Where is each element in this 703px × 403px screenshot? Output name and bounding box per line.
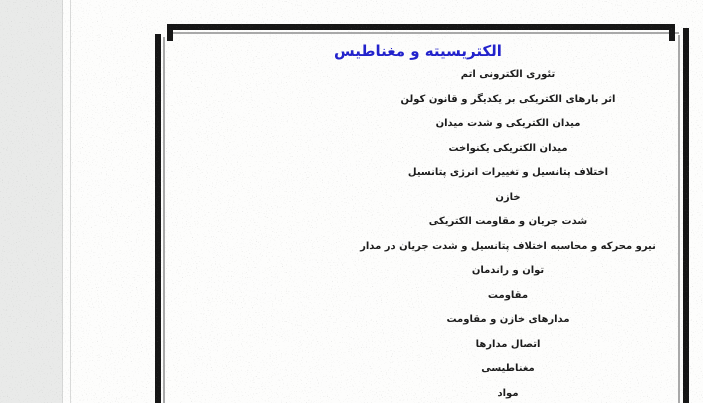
border-left-bar bbox=[155, 34, 161, 403]
toc-item: میدان الکتریکی یکنواخت bbox=[448, 142, 568, 154]
toc-item: مغناطیسی bbox=[481, 363, 535, 374]
toc-item: شدت جریان و مقاومت الکتریکی bbox=[428, 216, 588, 227]
toc-item: نیرو محرکه و محاسبه اختلاف پتانسیل و شدت جریان در مدار bbox=[360, 240, 656, 252]
toc-list bbox=[346, 70, 670, 399]
toc-item: تئوری الکترونی اتم bbox=[460, 69, 556, 80]
toc-item: مقاومت bbox=[487, 289, 529, 301]
toc-item: توان و راندمان bbox=[471, 265, 545, 276]
toc-item: اختلاف پتانسیل و تغییرات انرژی پتانسیل bbox=[407, 167, 609, 178]
border-top-thin-line bbox=[167, 32, 679, 34]
border-right-thin-line bbox=[678, 35, 680, 403]
toc-item: میدان الکتریکی و شدت میدان bbox=[435, 118, 581, 129]
border-right-bar bbox=[683, 28, 689, 403]
border-topleft-step bbox=[167, 24, 173, 41]
toc-item: اثر بارهای الکتریکی بر یکدیگر و قانون کولن bbox=[400, 93, 616, 105]
toc-item: خازن bbox=[495, 191, 521, 203]
border-top-bar bbox=[167, 24, 675, 30]
border-topright-step bbox=[669, 24, 675, 41]
document-page bbox=[63, 0, 703, 403]
toc-item: مواد bbox=[497, 387, 519, 399]
page-edge-line bbox=[70, 0, 71, 403]
toc-item: اتصال مدارها bbox=[475, 338, 541, 350]
border-left-thin-line bbox=[163, 37, 165, 403]
document-title: الکتریسیته و مغناطیس bbox=[334, 42, 502, 60]
toc-item: مدارهای خازن و مقاومت bbox=[446, 314, 570, 325]
scanner-margin bbox=[0, 0, 63, 403]
